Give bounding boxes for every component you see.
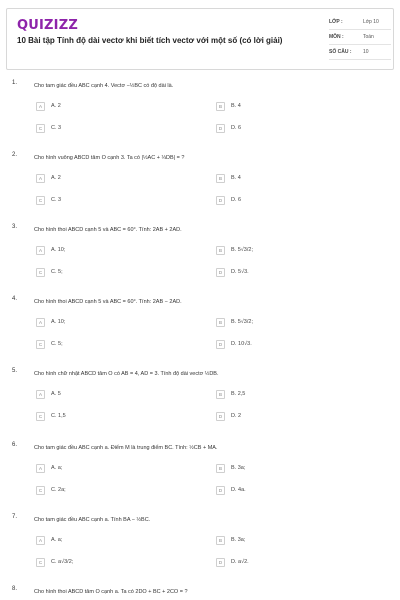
option-box-d: D [216, 486, 225, 495]
option-box-d: D [216, 268, 225, 277]
meta-value: Lớp 10 [363, 19, 379, 25]
option-c[interactable] [36, 267, 63, 277]
question-4 [0, 296, 400, 366]
option-text: B. 5√3/2; [231, 319, 253, 325]
option-d[interactable] [216, 123, 241, 133]
option-c[interactable] [36, 411, 66, 421]
option-box-c: C [36, 196, 45, 205]
option-text: A. 2 [51, 103, 61, 109]
option-a[interactable] [36, 535, 62, 545]
option-a[interactable] [36, 245, 65, 255]
meta-label: SỐ CÂU : [329, 49, 352, 55]
option-a[interactable] [36, 173, 61, 183]
option-box-d: D [216, 412, 225, 421]
option-text: B. 4 [231, 103, 241, 109]
option-c[interactable] [36, 557, 73, 567]
option-text: A. 5 [51, 391, 61, 397]
option-c[interactable] [36, 485, 66, 495]
option-text: D. 10√3. [231, 341, 252, 347]
question-text: Cho hình vuông ABCD tâm O cạnh 3. Ta có |½AC + ⅓DB| = ? [34, 155, 185, 161]
question-text: Cho hình thoi ABCD cạnh 5 và ABC = 60°. Tính: 2AB − 2AD. [34, 299, 182, 305]
option-text: D. 4a. [231, 487, 246, 493]
option-text: B. 3a; [231, 537, 246, 543]
question-number: 3. [12, 224, 18, 230]
document-title: 10 Bài tập Tính độ dài vectơ khi biết tích vectơ với một số (có lời giải) [17, 36, 283, 45]
option-box-c: C [36, 124, 45, 133]
option-box-a: A [36, 174, 45, 183]
question-2 [0, 152, 400, 222]
option-c[interactable] [36, 123, 61, 133]
meta-label: LỚP : [329, 19, 343, 25]
option-box-c: C [36, 412, 45, 421]
option-text: A. 10; [51, 319, 66, 325]
option-d[interactable] [216, 339, 252, 349]
option-d[interactable] [216, 485, 246, 495]
meta-table [329, 15, 391, 60]
option-c[interactable] [36, 339, 63, 349]
option-box-c: C [36, 486, 45, 495]
option-text: D. 6 [231, 125, 242, 131]
option-b[interactable] [216, 173, 241, 183]
question-number: 2. [12, 152, 18, 158]
option-text: B. 3a; [231, 465, 246, 471]
option-b[interactable] [216, 389, 245, 399]
question-text: Cho hình chữ nhật ABCD tâm O có AB = 4, AD = 3. Tính độ dài vectơ ½DB. [34, 371, 219, 377]
question-6 [0, 442, 400, 512]
option-d[interactable] [216, 411, 241, 421]
meta-row-subject [329, 30, 391, 45]
option-box-d: D [216, 196, 225, 205]
option-box-d: D [216, 340, 225, 349]
option-box-a: A [36, 536, 45, 545]
question-text: Cho tam giác đều ABC cạnh a. Điểm M là trung điểm BC. Tính: ½CB + MA. [34, 445, 218, 451]
option-box-c: C [36, 340, 45, 349]
meta-value: 10 [363, 49, 369, 55]
question-number: 6. [12, 442, 18, 448]
option-text: C. 1,5 [51, 413, 66, 419]
option-box-b: B [216, 390, 225, 399]
option-text: B. 4 [231, 175, 241, 181]
question-number: 1. [12, 80, 18, 86]
option-d[interactable] [216, 195, 241, 205]
option-box-b: B [216, 174, 225, 183]
question-8 [0, 586, 400, 600]
option-text: A. 10; [51, 247, 66, 253]
option-text: C. 5; [51, 269, 63, 275]
option-a[interactable] [36, 317, 65, 327]
quizizz-logo: QUIZIZZ [17, 18, 78, 33]
option-a[interactable] [36, 101, 61, 111]
option-text: C. 2a; [51, 487, 66, 493]
question-text: Cho hình thoi ABCD cạnh 5 và ABC = 60°. Tính: 2AB + 2AD. [34, 227, 182, 233]
option-text: A. 2 [51, 175, 61, 181]
option-box-a: A [36, 464, 45, 473]
option-box-b: B [216, 102, 225, 111]
option-text: D. a√2. [231, 559, 249, 565]
question-1 [0, 80, 400, 150]
question-number: 5. [12, 368, 18, 374]
option-text: D. 2 [231, 413, 242, 419]
option-b[interactable] [216, 245, 253, 255]
option-box-a: A [36, 318, 45, 327]
option-box-b: B [216, 536, 225, 545]
option-box-c: C [36, 558, 45, 567]
question-number: 4. [12, 296, 18, 302]
option-text: B. 2,5 [231, 391, 246, 397]
option-text: C. 3 [51, 197, 62, 203]
option-box-a: A [36, 102, 45, 111]
option-b[interactable] [216, 101, 241, 111]
question-7 [0, 514, 400, 584]
meta-label: MÔN : [329, 34, 344, 40]
option-d[interactable] [216, 557, 249, 567]
option-text: D. 5√3. [231, 269, 249, 275]
option-box-a: A [36, 246, 45, 255]
option-text: C. 5; [51, 341, 63, 347]
option-c[interactable] [36, 195, 61, 205]
option-text: D. 6 [231, 197, 242, 203]
option-b[interactable] [216, 317, 253, 327]
option-a[interactable] [36, 389, 61, 399]
option-box-b: B [216, 246, 225, 255]
question-text: Cho tam giác đều ABC cạnh a. Tính BA − ½BC. [34, 517, 151, 523]
option-text: C. 3 [51, 125, 62, 131]
option-text: A. a; [51, 537, 63, 543]
document-header [6, 8, 394, 70]
meta-row-count [329, 45, 391, 60]
option-box-a: A [36, 390, 45, 399]
question-5 [0, 368, 400, 438]
question-text: Cho tam giác đều ABC cạnh 4. Vectơ −½BC có độ dài là. [34, 83, 174, 89]
question-text: Cho hình thoi ABCD tâm O cạnh a. Ta có 2DO + BC + 2CO = ? [34, 589, 188, 595]
option-text: C. a√3/2; [51, 559, 74, 565]
option-text: A. a; [51, 465, 63, 471]
option-b[interactable] [216, 535, 245, 545]
option-a[interactable] [36, 463, 62, 473]
option-b[interactable] [216, 463, 245, 473]
option-box-d: D [216, 124, 225, 133]
option-box-b: B [216, 318, 225, 327]
meta-value: Toán [363, 34, 374, 40]
option-box-c: C [36, 268, 45, 277]
option-box-b: B [216, 464, 225, 473]
question-3 [0, 224, 400, 294]
question-number: 7. [12, 514, 18, 520]
question-number: 8. [12, 586, 18, 592]
meta-row-class [329, 15, 391, 30]
option-box-d: D [216, 558, 225, 567]
option-d[interactable] [216, 267, 249, 277]
option-text: B. 5√3/2; [231, 247, 253, 253]
